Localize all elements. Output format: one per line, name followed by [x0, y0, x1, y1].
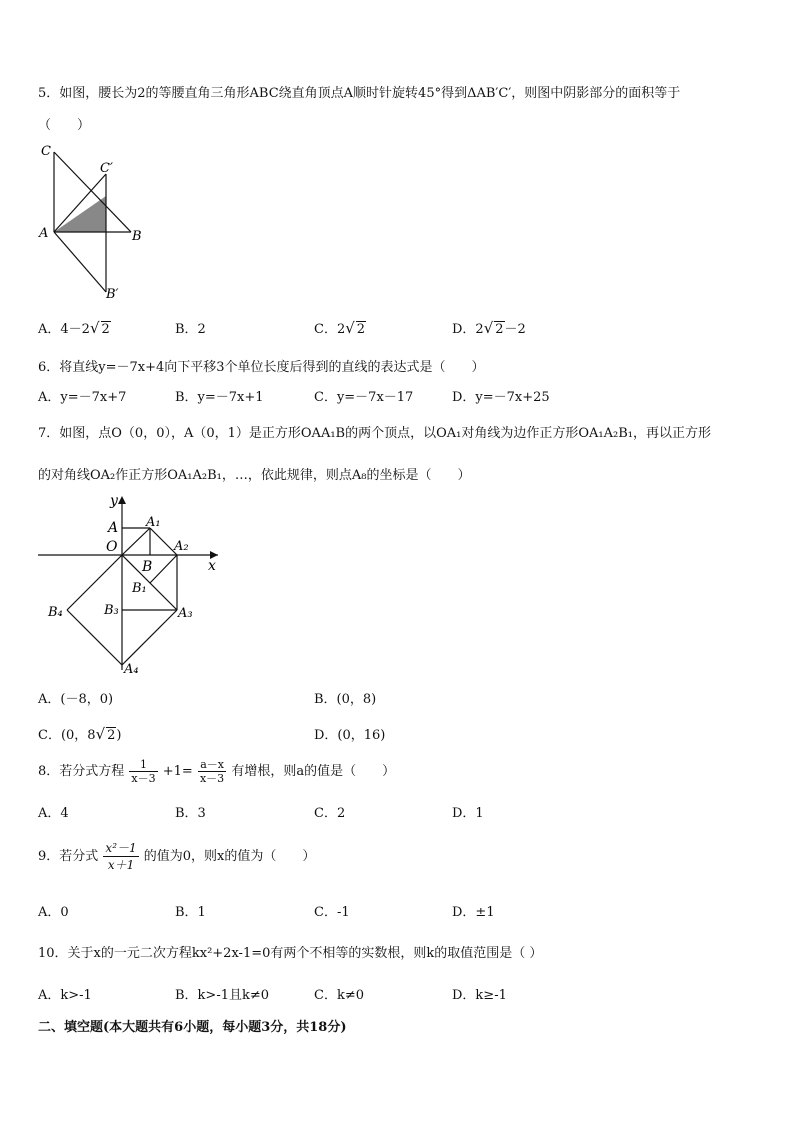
q10-option-b: B．k>-1且k≠0: [175, 988, 270, 1003]
q5-option-c: C．2√ 2: [314, 319, 366, 337]
q7-label-A4: A₄: [124, 662, 139, 677]
q9-fraction: $\frac{\text{x²－1}}{x+1}$: [105, 841, 137, 872]
q7-option-d: D．(0，16): [314, 728, 386, 743]
q9-option-b: B．1: [175, 905, 206, 920]
q9-option-a: A．0: [38, 905, 69, 920]
q8-stem: 8．若分式方程 $\frac{1}{x-3}$ +1= $\frac{a-x}{x-3}$ 有增根，则a的值是（ ）: [38, 758, 396, 785]
q10-option-c: C．k≠0: [314, 988, 364, 1003]
q7-label-A1: A₁: [146, 515, 161, 530]
q10-option-d: D．k≥-1: [452, 988, 507, 1003]
q7-figure: [36, 492, 236, 677]
q7-label-y: y: [110, 493, 118, 509]
q8-option-d: D．1: [452, 806, 484, 821]
q7-option-a: A．(－8，0): [38, 692, 114, 707]
q6-option-c: C．y=－7x－17: [314, 390, 414, 405]
q7-label-B: B: [142, 559, 153, 575]
q5-figure: [36, 140, 146, 305]
q8-fraction-1: $\frac{1}{x-3}$: [131, 758, 156, 785]
q7-label-A: A: [108, 520, 119, 536]
q5-option-b: B．2: [175, 322, 206, 337]
q5-option-d: D．2√ 2－2: [452, 319, 526, 337]
q7-label-B1: B₁: [132, 581, 147, 596]
q7-stem-line1: 7．如图，点O（0，0），A（0，1）是正方形OAA₁B的两个顶点，以OA₁对角线为边作正方形OA₁A₂B₁，再以正方形: [38, 426, 711, 441]
q5-label-Cp: C′: [100, 161, 113, 176]
q6-option-b: B．y=－7x+1: [175, 390, 264, 405]
q5-label-A: A: [39, 226, 49, 241]
q9-stem: 9．若分式 $\frac{\text{x²－1}}{x+1}$ 的值为0，则x的值为（ ）: [38, 841, 316, 872]
q10-option-a: A．k>-1: [38, 988, 92, 1003]
q7-label-B3: B₃: [104, 603, 119, 618]
q5-paren: （ ）: [38, 118, 91, 133]
section-2-heading: 二、填空题(本大题共有6小题，每小题3分，共18分): [38, 1020, 347, 1035]
q5-shaded-region: [54, 196, 106, 232]
q7-label-O: O: [106, 539, 118, 555]
q5-label-Bp: B′: [106, 287, 119, 302]
q7-label-A2: A₂: [174, 539, 189, 554]
q8-option-a: A．4: [38, 806, 69, 821]
q7-stem-line2: 的对角线OA₂作正方形OA₁A₂B₁，…，依此规律，则点A₈的坐标是（ ）: [38, 468, 471, 483]
q7-label-x: x: [208, 558, 216, 574]
q7-label-A3: A₃: [178, 606, 193, 621]
q5-label-B: B: [132, 229, 142, 244]
q7-option-b: B．(0，8): [314, 692, 377, 707]
q5-option-a: A．4－2√ 2: [38, 319, 110, 337]
q8-option-c: C．2: [314, 806, 346, 821]
q7-option-c: C．(0，8√ 2): [38, 725, 122, 743]
q6-stem: 6．将直线y=－7x+4向下平移3个单位长度后得到的直线的表达式是（ ）: [38, 360, 485, 375]
q10-stem: 10．关于x的一元二次方程kx²+2x-1=0有两个不相等的实数根，则k的取值范围是（ ）: [38, 946, 543, 961]
q9-option-c: C．-1: [314, 905, 350, 920]
q8-fraction-2: $\frac{a-x}{x-3}$: [199, 758, 225, 785]
q6-option-a: A．y=－7x+7: [38, 390, 127, 405]
q8-option-b: B．3: [175, 806, 206, 821]
q7-label-B4: B₄: [48, 605, 63, 620]
q6-option-d: D．y=－7x+25: [452, 390, 550, 405]
q5-stem: 5．如图，腰长为2的等腰直角三角形ABC绕直角顶点A顺时针旋转45°得到ΔAB′C′，则图中阴影部分的面积等于: [38, 86, 681, 101]
q9-option-d: D．±1: [452, 905, 495, 920]
q5-label-C: C: [41, 144, 51, 159]
